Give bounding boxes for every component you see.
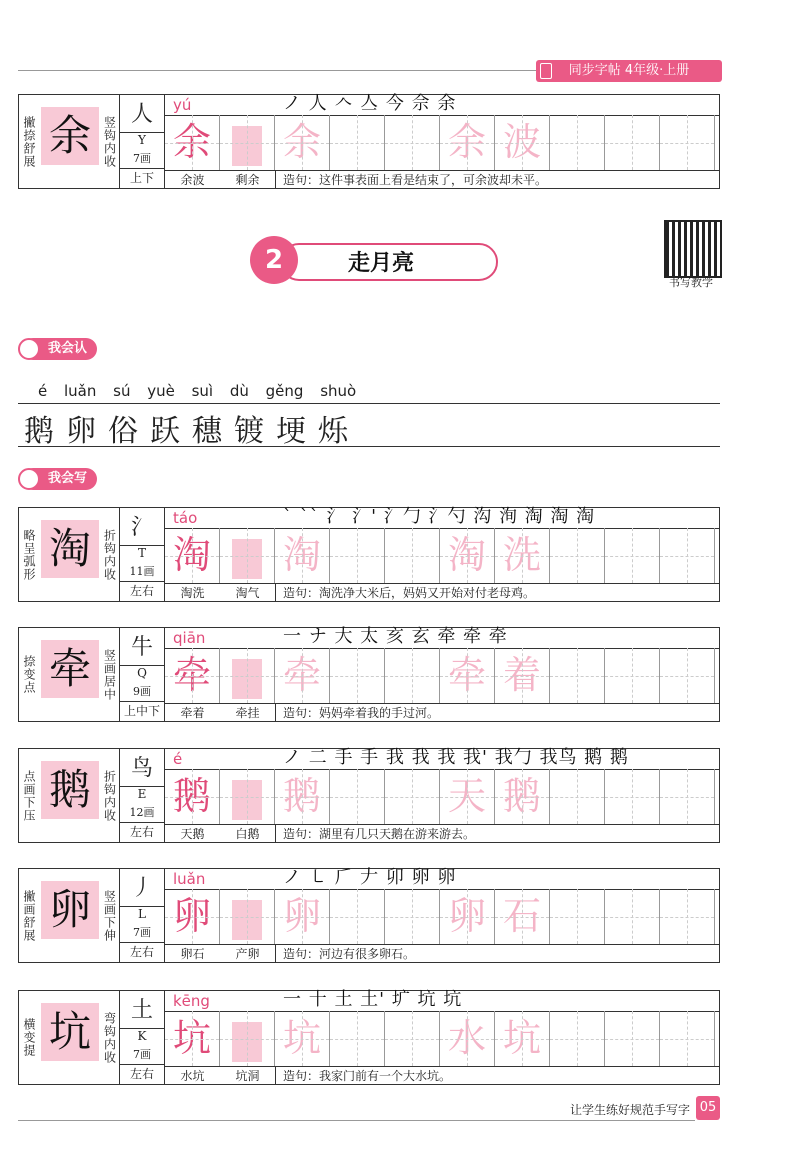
practice-cell[interactable] [330,1011,385,1066]
practice-cell[interactable]: 坑 [165,1011,220,1066]
practice-cell[interactable]: 石 [495,889,550,944]
book-tag: 同步字帖 4年级·上册 [536,60,722,82]
word: 坑洞 [235,1069,260,1083]
recognize-chars: 鹅卵俗跃穗镀埂烁 [24,414,360,449]
practice-cell[interactable] [605,115,660,170]
sentence: 造句：这件事表面上看是结束了，可余波却未平。 [283,173,548,187]
stroke-count: 7画 [133,1048,151,1061]
model-char: 鹅 [41,761,99,819]
structure: 上中下 [120,701,164,720]
footer-slogan: 让学生练好规范手写字 [565,1100,695,1121]
practice-grid [165,95,719,170]
practice-cell[interactable]: 鹅 [275,769,330,824]
char-pinyin: qiān [173,629,206,647]
practice-cell[interactable]: 余 [165,115,220,170]
practice-cell[interactable] [220,528,275,583]
magnifier-icon [18,338,40,360]
index-letter: Q [120,665,164,680]
structure: 左右 [120,1064,164,1083]
tip-left: 撇捺舒展 [22,115,36,168]
tip-left: 横变提 [22,1018,36,1057]
sentence: 造句：河边有很多卵石。 [283,947,416,961]
practice-cell[interactable] [385,1011,440,1066]
stroke-count: 7画 [133,152,151,165]
practice-cell[interactable]: 牵 [440,648,495,703]
stroke-count: 11画 [129,565,155,578]
section-recognize: 我会认 [22,338,97,360]
recognize-pinyin: é luǎn sú yuè suì dù gěng shuò [38,382,357,400]
qr-code-icon[interactable] [664,220,722,278]
char-block [18,748,720,843]
practice-cell[interactable] [660,769,715,824]
stroke-sequence: 一 ナ 大 太 亥 玄 牵 牵 牵 [283,626,508,647]
divider [18,403,720,404]
char-pinyin: kēng [173,992,210,1010]
structure: 左右 [120,942,164,961]
practice-cell[interactable]: 余 [275,115,330,170]
stroke-count: 7画 [133,926,151,939]
char-block [18,94,720,189]
practice-cell[interactable] [330,528,385,583]
practice-cell[interactable] [605,889,660,944]
char-info [119,508,165,601]
index-letter: T [120,545,164,560]
tip-right: 折钩内收 [102,769,117,822]
model-char: 淘 [41,520,99,578]
practice-grid [165,869,719,944]
trace-block [232,126,262,166]
practice-cell[interactable]: 牵 [275,648,330,703]
char-info [119,749,165,842]
practice-cell[interactable]: 坑 [275,1011,330,1066]
practice-cell[interactable]: 坑 [495,1011,550,1066]
char-block [18,627,720,722]
trace-block [232,1022,262,1062]
stroke-sequence: 一 十 土 土' 圹 坑 坑 [283,989,463,1010]
practice-cell[interactable] [550,115,605,170]
trace-block [232,780,262,820]
practice-cell[interactable]: 鹅 [495,769,550,824]
sentence: 造句：湖里有几只天鹅在游来游去。 [283,827,476,841]
model-char: 坑 [41,1003,99,1061]
practice-cell[interactable] [385,528,440,583]
practice-cell[interactable] [220,769,275,824]
practice-cell[interactable] [660,1011,715,1066]
char-block [18,990,720,1085]
word: 天鹅 [180,827,205,841]
practice-cell[interactable] [385,115,440,170]
char-block [18,868,720,963]
index-letter: Y [120,132,164,147]
words-row [165,583,719,602]
char-pinyin: táo [173,509,198,527]
model-char: 卵 [41,881,99,939]
practice-cell[interactable]: 淘 [440,528,495,583]
structure: 左右 [120,822,164,841]
practice-cell[interactable]: 天 [440,769,495,824]
practice-cell[interactable] [605,769,660,824]
stroke-sequence: ノ ㇄ 𠂆 𠂇 卯 卵 卵 [283,867,457,888]
practice-cell[interactable] [550,1011,605,1066]
practice-cell[interactable]: 水 [440,1011,495,1066]
practice-cell[interactable] [385,648,440,703]
practice-cell[interactable] [550,889,605,944]
trace-block [232,900,262,940]
tip-left: 略呈弧形 [22,528,36,581]
model-char: 余 [41,107,99,165]
tip-left: 点画下压 [22,769,36,822]
practice-cell[interactable] [660,648,715,703]
page-number: 05 [696,1096,720,1120]
char-block [18,507,720,602]
radical: 人 [130,102,153,127]
words-row [165,1066,719,1085]
sentence: 造句：妈妈牵着我的手过河。 [283,706,440,720]
word: 白鹅 [235,827,260,841]
practice-cell[interactable]: 余 [440,115,495,170]
word: 淘气 [235,586,260,600]
tip-right: 竖画下伸 [102,889,117,942]
practice-cell[interactable] [330,115,385,170]
practice-cell[interactable] [605,648,660,703]
tip-right: 竖钩内收 [102,115,117,168]
practice-cell[interactable] [220,889,275,944]
qr-label: 书写教学 [669,276,713,289]
trace-block [232,659,262,699]
practice-cell[interactable] [385,769,440,824]
radical: 鸟 [130,756,153,781]
practice-cell[interactable]: 卵 [275,889,330,944]
practice-cell[interactable]: 卵 [165,889,220,944]
words-row [165,824,719,843]
char-info [119,95,165,188]
index-letter: K [120,1028,164,1043]
words-row [165,170,719,189]
practice-cell[interactable]: 淘 [275,528,330,583]
practice-cell[interactable] [605,1011,660,1066]
footer-rule [18,1120,566,1121]
word: 牵挂 [235,706,260,720]
structure: 上下 [120,168,164,187]
char-info [119,869,165,962]
practice-cell[interactable] [550,648,605,703]
words-row [165,944,719,963]
char-info [119,991,165,1084]
radical: 丿 [130,876,153,901]
practice-cell[interactable]: 卵 [440,889,495,944]
char-pinyin: é [173,750,183,768]
practice-cell[interactable] [550,528,605,583]
radical: 土 [130,998,153,1023]
practice-cell[interactable] [330,648,385,703]
practice-grid [165,508,719,583]
word: 余波 [180,173,205,187]
practice-cell[interactable]: 牵 [165,648,220,703]
practice-cell[interactable] [660,528,715,583]
word: 卵石 [180,947,205,961]
stroke-count: 9画 [133,685,151,698]
word: 淘洗 [180,586,205,600]
lesson-title-text: 走月亮 [348,251,415,276]
radical: 氵 [130,515,153,540]
word: 剩余 [235,173,260,187]
structure: 左右 [120,581,164,600]
practice-grid [165,628,719,703]
tip-left: 撇画舒展 [22,889,36,942]
stroke-count: 12画 [129,806,155,819]
practice-cell[interactable]: 淘 [165,528,220,583]
practice-grid [165,749,719,824]
practice-cell[interactable] [220,648,275,703]
tip-right: 竖画居中 [102,648,117,701]
practice-cell[interactable]: 着 [495,648,550,703]
words-row [165,703,719,722]
practice-cell[interactable]: 波 [495,115,550,170]
index-letter: L [120,906,164,921]
pencil-icon [18,468,40,490]
trace-block [232,539,262,579]
word: 产卵 [235,947,260,961]
word: 牵着 [180,706,205,720]
stroke-sequence: ` `` 氵 氵' 氵勹 氵勺 沟 洵 淘 淘 淘 [283,506,596,527]
tip-left: 捺变点 [22,655,36,694]
practice-grid [165,991,719,1066]
stroke-sequence: ノ 二 手 手 我 我 我 我' 我勹 我鸟 鹅 鹅 [283,747,629,768]
stroke-sequence: ノ 人 𠆢 亼 今 佘 余 [283,93,457,114]
practice-cell[interactable] [660,115,715,170]
model-char: 牵 [41,640,99,698]
tip-right: 弯钩内收 [102,1011,117,1064]
char-pinyin: luǎn [173,870,206,888]
word: 水坑 [180,1069,205,1083]
practice-cell[interactable] [605,528,660,583]
sentence: 造句：淘洗净大米后，妈妈又开始对付老母鸡。 [283,586,536,600]
practice-cell[interactable] [220,1011,275,1066]
tip-right: 折钩内收 [102,528,117,581]
radical: 牛 [130,635,153,660]
index-letter: E [120,786,164,801]
practice-cell[interactable] [660,889,715,944]
divider [18,446,720,447]
char-pinyin: yú [173,96,192,114]
practice-cell[interactable] [385,889,440,944]
char-info [119,628,165,721]
sentence: 造句：我家门前有一个大水坑。 [283,1069,452,1083]
practice-cell[interactable] [330,769,385,824]
practice-cell[interactable]: 洗 [495,528,550,583]
lesson-number: 2 [250,236,298,284]
section-write: 我会写 [22,468,97,490]
lesson-title [250,236,498,284]
practice-cell[interactable] [550,769,605,824]
practice-cell[interactable] [220,115,275,170]
practice-cell[interactable]: 鹅 [165,769,220,824]
practice-cell[interactable] [330,889,385,944]
